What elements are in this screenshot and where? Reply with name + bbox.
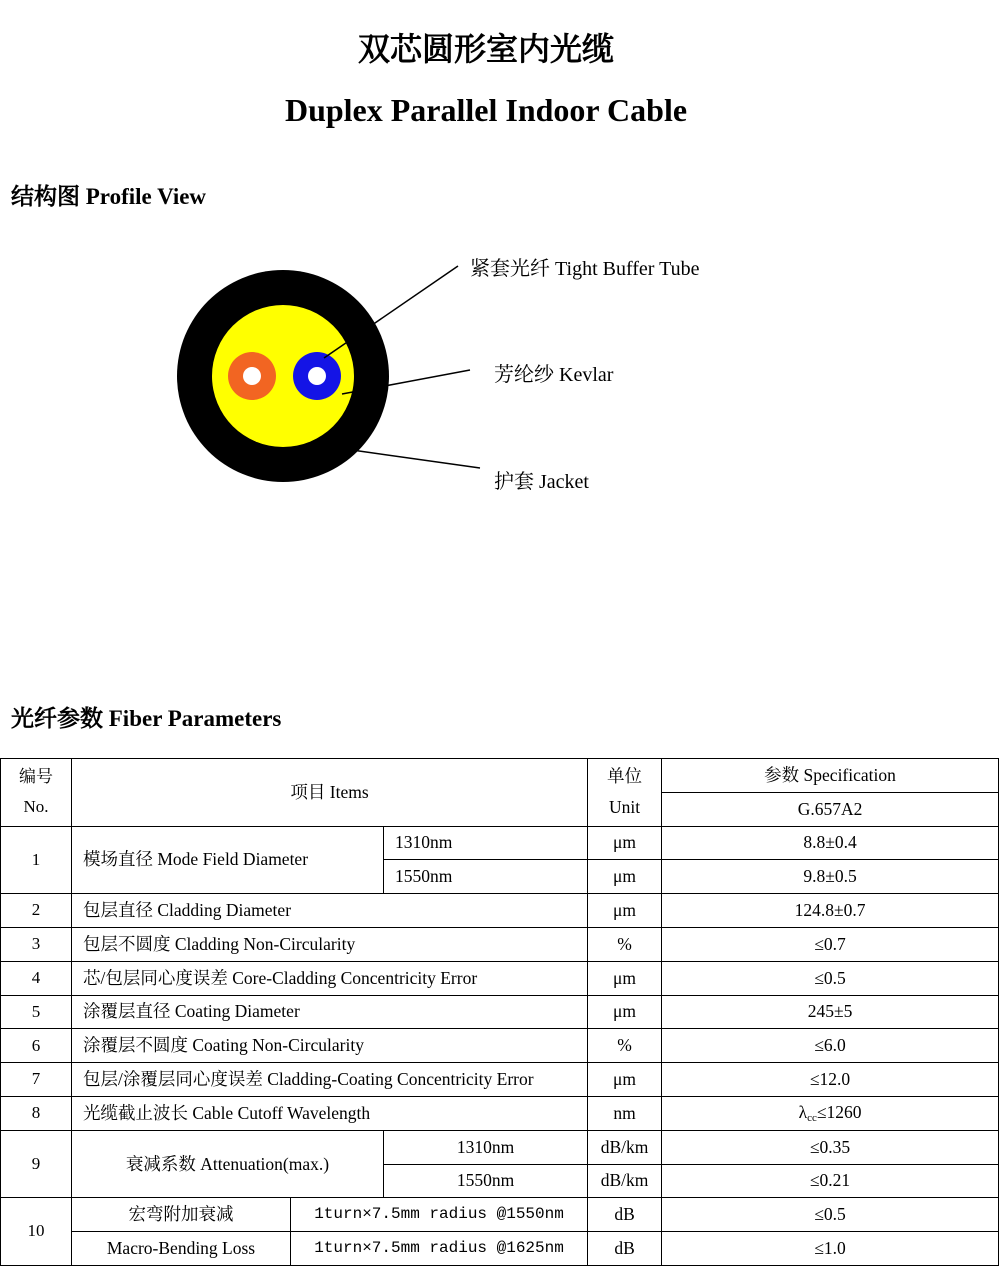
row-item: 涂覆层直径 Coating Diameter	[72, 995, 588, 1029]
callout-jacket: 护套 Jacket	[494, 471, 589, 493]
row-value: 8.8±0.4	[662, 826, 999, 860]
row-item: 涂覆层不圆度 Coating Non-Circularity	[72, 1029, 588, 1063]
lambda-symbol: λ	[798, 1101, 808, 1122]
header-no-cn: 编号	[19, 766, 53, 786]
row-item: 模场直径 Mode Field Diameter	[72, 826, 384, 894]
row-unit: dB	[588, 1232, 662, 1266]
table-row	[1, 1096, 999, 1130]
row-subitem: 1550nm	[384, 1164, 588, 1198]
row-unit: μm	[588, 826, 662, 860]
fiber-parameters-table	[0, 758, 999, 1266]
row-number: 1	[1, 826, 72, 894]
page-title-chinese: 双芯圆形室内光缆	[357, 31, 614, 67]
row-unit: μm	[588, 894, 662, 928]
callout-tight-buffer-tube: 紧套光纤 Tight Buffer Tube	[470, 258, 700, 280]
row-unit: μm	[588, 860, 662, 894]
row-unit: dB	[588, 1198, 662, 1232]
table-row	[1, 961, 999, 995]
row-number: 3	[1, 927, 72, 961]
leader-line-jacket	[352, 450, 480, 468]
table-row	[1, 927, 999, 961]
row-item: 芯/包层同心度误差 Core-Cladding Concentricity Error	[72, 961, 588, 995]
row-value: ≤0.5	[662, 961, 999, 995]
table-row	[1, 826, 999, 860]
row-value: ≤6.0	[662, 1029, 999, 1063]
row-subitem: 1310nm	[384, 826, 588, 860]
lambda-subscript: cc	[807, 1111, 817, 1124]
row-unit: dB/km	[588, 1164, 662, 1198]
row-value: ≤0.7	[662, 927, 999, 961]
row-item-en: Macro-Bending Loss	[72, 1232, 291, 1266]
row-unit: %	[588, 927, 662, 961]
row-value: 9.8±0.5	[662, 860, 999, 894]
row-subitem: 1turn×7.5mm radius @1550nm	[291, 1198, 588, 1232]
header-unit	[588, 759, 662, 827]
row-value	[662, 1096, 999, 1130]
table-row	[1, 1130, 999, 1164]
row-unit: μm	[588, 995, 662, 1029]
row-unit: μm	[588, 1063, 662, 1097]
row-item: 包层不圆度 Cladding Non-Circularity	[72, 927, 588, 961]
row-number: 10	[1, 1198, 72, 1266]
row-item: 光缆截止波长 Cable Cutoff Wavelength	[72, 1096, 588, 1130]
header-spec-model: G.657A2	[662, 792, 999, 826]
header-no	[1, 759, 72, 827]
row-number: 5	[1, 995, 72, 1029]
row-item: 衰减系数 Attenuation(max.)	[72, 1130, 384, 1198]
table-row	[1, 995, 999, 1029]
callout-kevlar: 芳纶纱 Kevlar	[494, 364, 614, 386]
header-specification: 参数 Specification	[662, 759, 999, 793]
row-value: ≤0.21	[662, 1164, 999, 1198]
row-subitem: 1550nm	[384, 860, 588, 894]
row-unit: μm	[588, 961, 662, 995]
row-subitem: 1310nm	[384, 1130, 588, 1164]
row-item: 包层直径 Cladding Diameter	[72, 894, 588, 928]
row-number: 6	[1, 1029, 72, 1063]
fiber-parameters-heading: 光纤参数 Fiber Parameters	[11, 706, 282, 731]
row-subitem: 1turn×7.5mm radius @1625nm	[291, 1232, 588, 1266]
page-title-english: Duplex Parallel Indoor Cable	[284, 92, 688, 128]
row-unit: nm	[588, 1096, 662, 1130]
row-number: 7	[1, 1063, 72, 1097]
row-number: 2	[1, 894, 72, 928]
table-header-row	[1, 759, 999, 793]
row-unit: %	[588, 1029, 662, 1063]
table-row	[1, 1063, 999, 1097]
fiber-blue-core	[308, 367, 326, 385]
table-row	[1, 1198, 999, 1232]
row-unit: dB/km	[588, 1130, 662, 1164]
table-row	[1, 1029, 999, 1063]
header-items: 项目 Items	[72, 759, 588, 827]
header-unit-en: Unit	[608, 797, 641, 818]
header-unit-cn: 单位	[607, 766, 643, 787]
table-row	[1, 1232, 999, 1266]
header-no-en: No.	[23, 797, 49, 817]
row-number: 8	[1, 1096, 72, 1130]
row-value: 245±5	[662, 995, 999, 1029]
row-item: 包层/涂覆层同心度误差 Cladding-Coating Concentricity Error	[72, 1063, 588, 1097]
table-row	[1, 894, 999, 928]
row-value: ≤0.35	[662, 1130, 999, 1164]
row-item-cn: 宏弯附加衰减	[72, 1198, 291, 1232]
profile-view-heading: 结构图 Profile View	[11, 184, 207, 209]
row-value: ≤12.0	[662, 1063, 999, 1097]
row-number: 4	[1, 961, 72, 995]
row-number: 9	[1, 1130, 72, 1198]
row-value-text: ≤1260	[816, 1101, 862, 1122]
row-value: 124.8±0.7	[662, 894, 999, 928]
row-value: ≤1.0	[662, 1232, 999, 1266]
row-value: ≤0.5	[662, 1198, 999, 1232]
fiber-orange-core	[243, 367, 261, 385]
